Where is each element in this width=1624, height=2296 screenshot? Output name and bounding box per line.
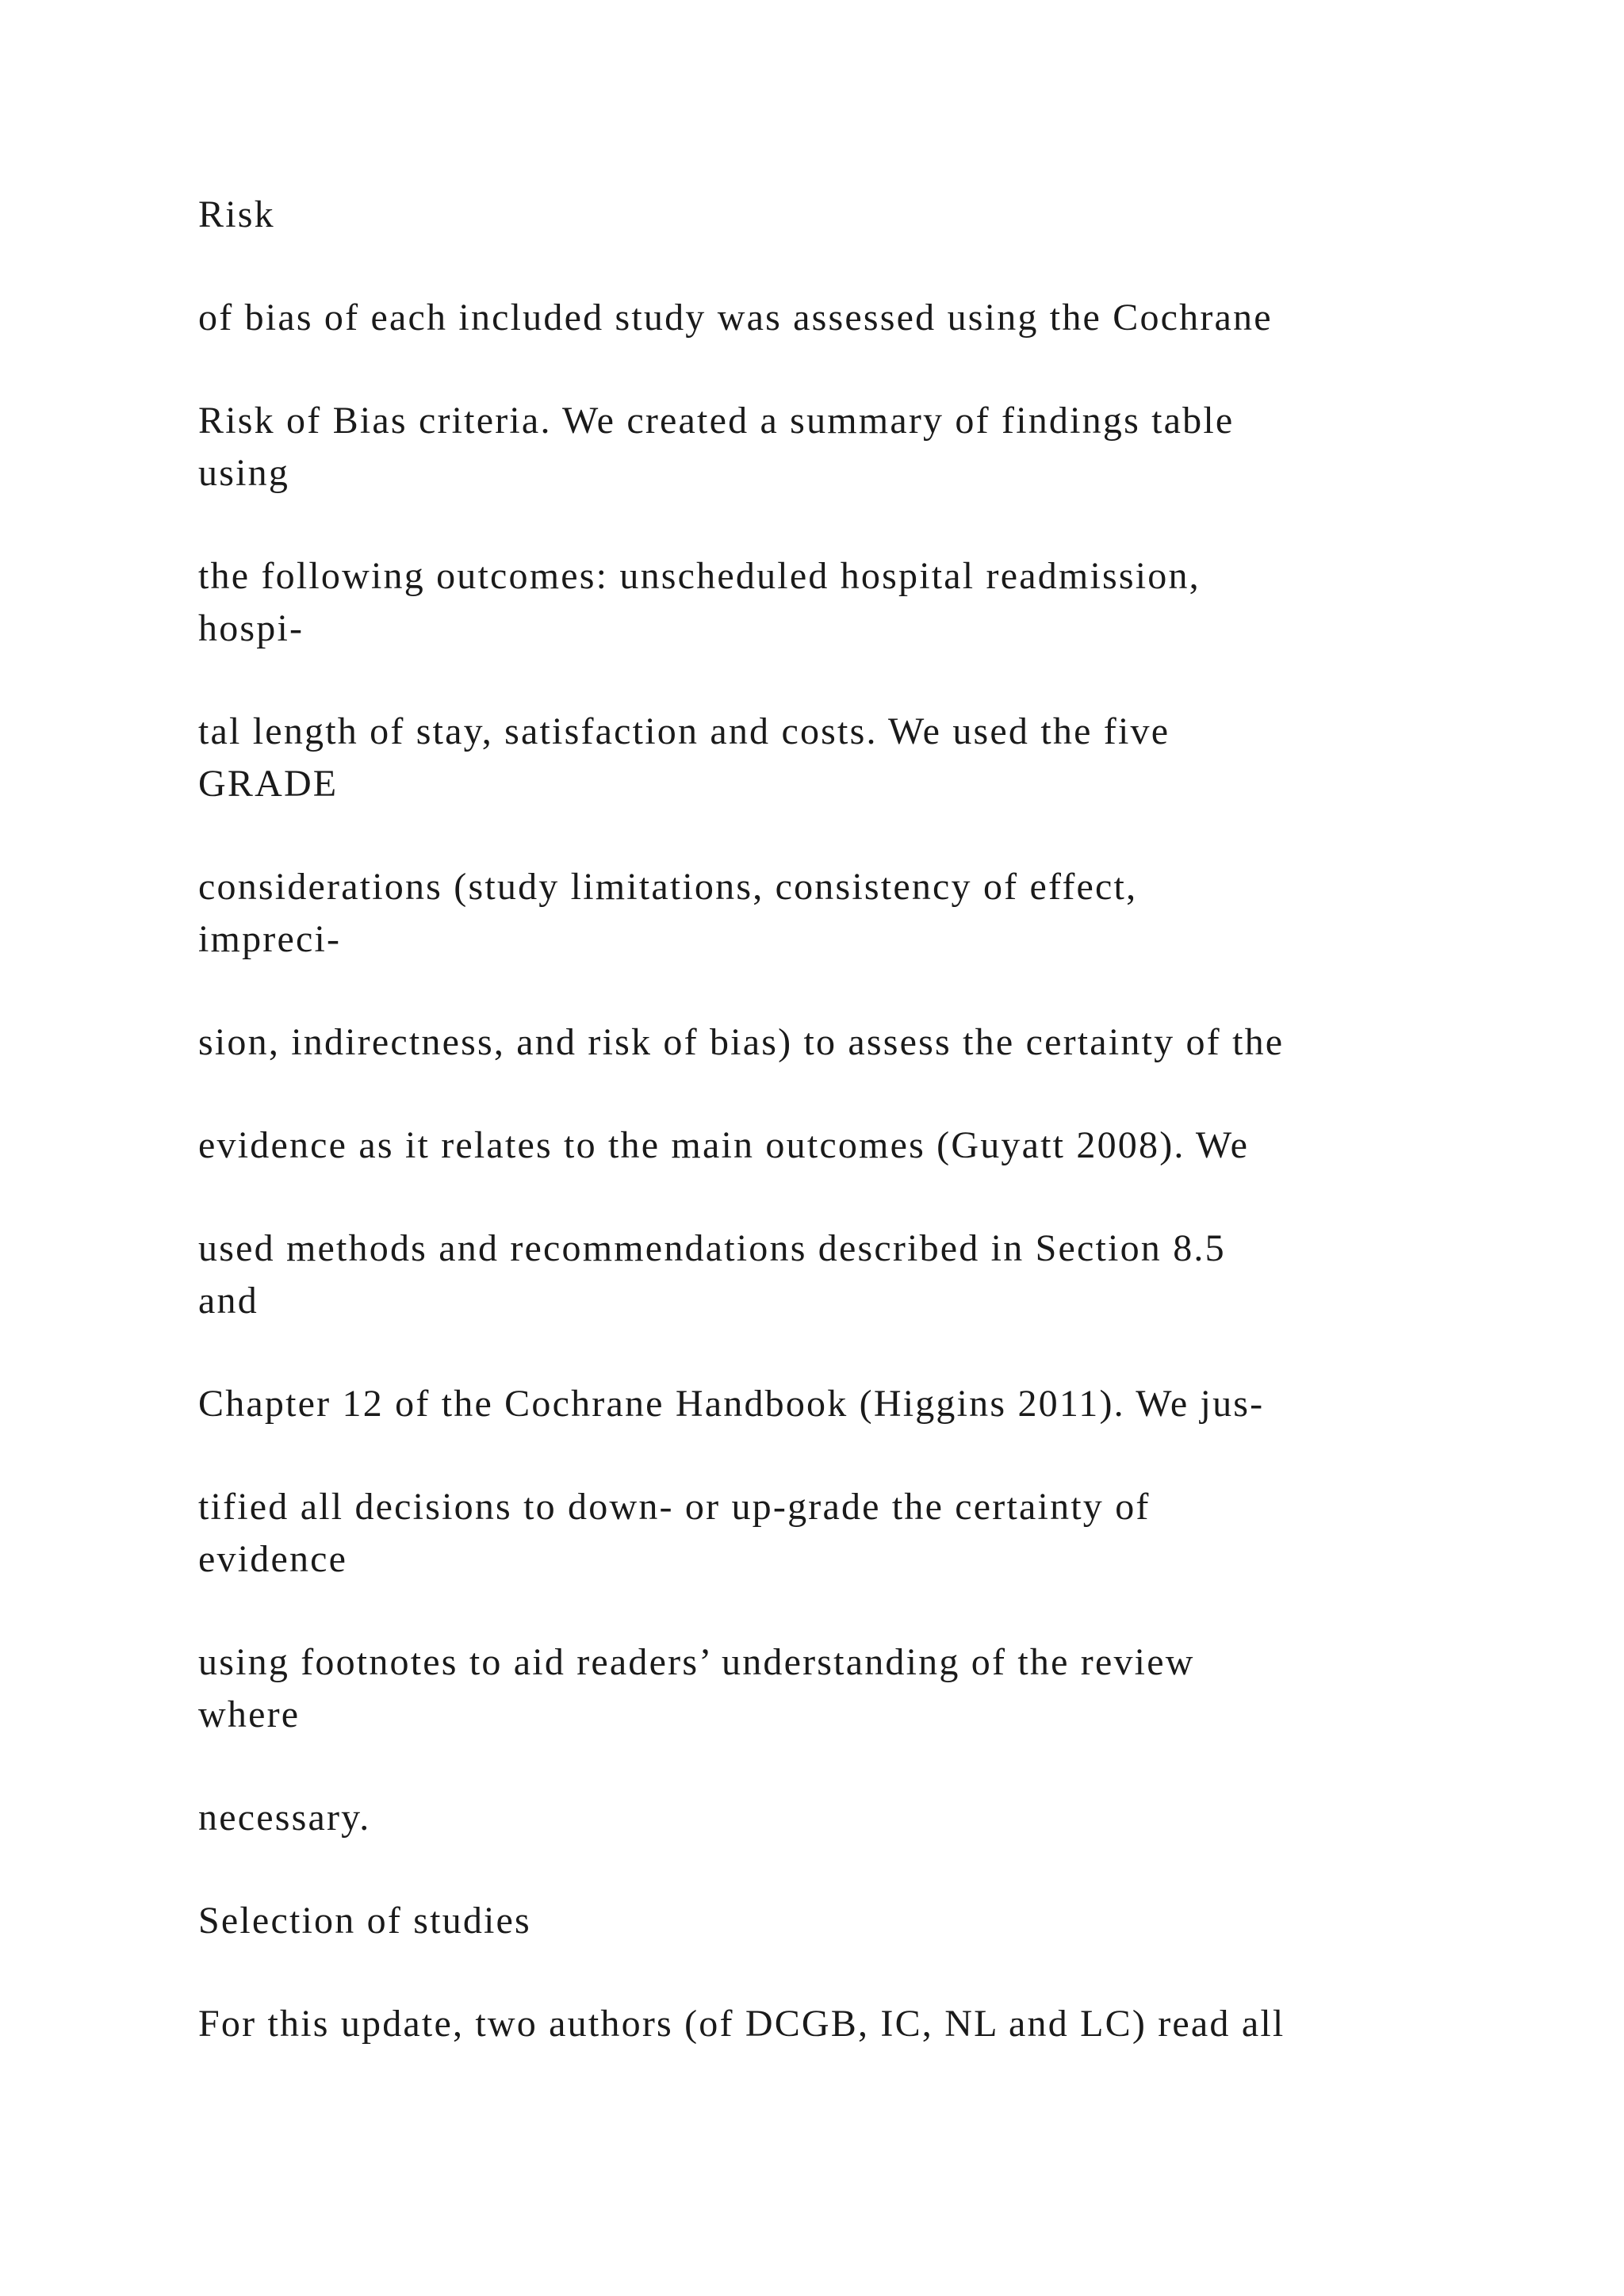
text-line: hospi- [198,607,304,649]
paragraph [198,395,1507,499]
paragraph [198,1998,1507,2050]
text-line: evidence as it relates to the main outcomes (Guyatt 2008). We [198,1124,1250,1166]
text-line: necessary. [198,1797,371,1839]
text-line: For this update, two authors (of DCGB, IC, NL and LC) read all [198,2003,1285,2045]
text-line: tal length of stay, satisfaction and costs. We used the five [198,710,1170,752]
text-line: the following outcomes: unscheduled hospital readmission, [198,555,1201,597]
text-line: of bias of each included study was assessed using the Cochrane [198,297,1273,339]
paragraph [198,1119,1507,1172]
text-line: used methods and recommendations described in Section 8.5 [198,1227,1226,1269]
text-line: and [198,1280,259,1322]
paragraph [198,292,1507,344]
text-line: tified all decisions to down- or up-grade the certainty of [198,1486,1151,1528]
paragraph [198,861,1507,966]
text-line: where [198,1693,301,1735]
paragraph [198,1378,1507,1430]
paragraph [198,189,1507,241]
paragraph [198,1636,1507,1741]
text-line: Risk [198,193,275,235]
text-line: Selection of studies [198,1900,531,1942]
paragraph [198,1016,1507,1069]
text-line: sion, indirectness, and risk of bias) to assess the certainty of the [198,1021,1285,1063]
text-line: using [198,452,290,494]
text-line: Risk of Bias criteria. We created a summary of findings table [198,400,1235,442]
text-line: Chapter 12 of the Cochrane Handbook (Higgins 2011). We jus- [198,1383,1265,1425]
paragraph [198,1223,1507,1327]
paragraph [198,706,1507,810]
paragraph [198,1792,1507,1844]
text-line: impreci- [198,918,342,960]
paragraph [198,1481,1507,1586]
section-heading [198,1895,1507,1947]
body-text [198,189,1507,2101]
text-line: using footnotes to aid readers’ understanding of the review [198,1641,1195,1683]
paragraph [198,550,1507,655]
text-line: considerations (study limitations, consistency of effect, [198,866,1138,908]
text-line: evidence [198,1538,348,1580]
text-line: GRADE [198,763,339,805]
